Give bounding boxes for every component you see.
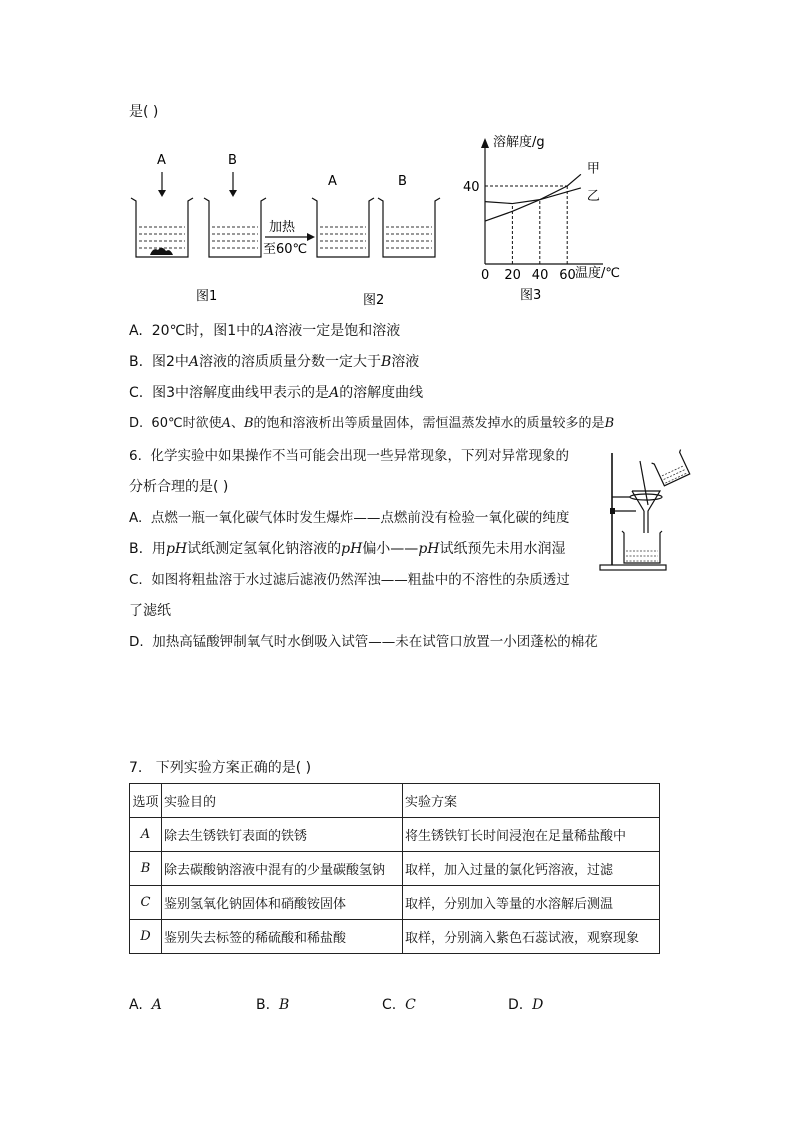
fig1-caption: 图1 bbox=[196, 289, 218, 304]
fig3-caption: 图3 bbox=[520, 288, 542, 303]
fig2-label-b: B bbox=[398, 174, 407, 189]
q6-stem-line1: 6. 化学实验中如果操作不当可能会出现一些异常现象，下列对异常现象的 bbox=[129, 448, 569, 464]
table-cell: D bbox=[130, 920, 162, 954]
table-cell: 取样，分别加入等量的水溶解后测温 bbox=[403, 886, 660, 920]
beaker-2-icon bbox=[204, 198, 266, 257]
table-row bbox=[130, 886, 660, 920]
x-tick-label: 40 bbox=[531, 268, 549, 283]
q6-option-c: C. 如图将粗盐溶于水过滤后滤液仍然浑浊——粗盐中的不溶性的杂质透过 bbox=[129, 572, 570, 588]
solid-precipitate-icon bbox=[150, 248, 173, 255]
table-cell: 取样，加入过量的氯化钙溶液，过滤 bbox=[403, 852, 660, 886]
table-header-cell: 选项 bbox=[130, 784, 162, 818]
table-cell: 将生锈铁钉长时间浸泡在足量稀盐酸中 bbox=[403, 818, 660, 852]
q6-option-d: D. 加热高锰酸钾制氧气时水倒吸入试管——未在试管口放置一小团蓬松的棉花 bbox=[129, 634, 598, 650]
table-cell: 取样，分别滴入紫色石蕊试液，观察现象 bbox=[403, 920, 660, 954]
table-row bbox=[130, 920, 660, 954]
q7-answer-a: A. A bbox=[129, 997, 162, 1013]
filtration-apparatus-icon bbox=[596, 447, 696, 577]
q5-stem-end: 是( ) bbox=[129, 104, 159, 120]
table-cell: 鉴别氢氧化钠固体和硝酸铵固体 bbox=[162, 886, 403, 920]
table-cell: 除去碳酸钠溶液中混有的少量碳酸氢钠 bbox=[162, 852, 403, 886]
beaker-figures bbox=[125, 145, 445, 315]
series-line-1 bbox=[485, 174, 581, 221]
table-header-row bbox=[130, 784, 660, 818]
y-axis-arrow-icon bbox=[481, 138, 489, 148]
q5-option-d: D. 60℃时欲使A、B的饱和溶液析出等质量固体，需恒温蒸发掉水的质量较多的是B bbox=[129, 416, 615, 431]
fig2-caption: 图2 bbox=[363, 293, 385, 308]
table-header-cell: 实验方案 bbox=[403, 784, 660, 818]
q5-option-a: A. 20℃时，图1中的A溶液一定是饱和溶液 bbox=[129, 323, 401, 339]
x-tick-label: 60 bbox=[559, 268, 576, 283]
series-label-1: 甲 bbox=[586, 161, 600, 177]
q7-answer-b: B. B bbox=[256, 997, 290, 1013]
fig2-label-a: A bbox=[328, 174, 337, 189]
q6-option-b: B. 用pH试纸测定氢氧化钠溶液的pH偏小——pH试纸预先未用水润湿 bbox=[129, 541, 566, 557]
table-header-cell: 实验目的 bbox=[162, 784, 403, 818]
q7-options-table bbox=[129, 783, 660, 954]
q7-stem: 7. 下列实验方案正确的是( ) bbox=[129, 760, 312, 776]
q7-answer-d: D. D bbox=[508, 997, 544, 1013]
fig1-label-a: A bbox=[157, 153, 166, 168]
table-cell: 鉴别失去标签的稀硫酸和稀盐酸 bbox=[162, 920, 403, 954]
fig1-label-b: B bbox=[228, 153, 237, 168]
table-cell: B bbox=[130, 852, 162, 886]
series-label-2: 乙 bbox=[586, 188, 600, 204]
series-line-2 bbox=[485, 188, 581, 204]
table-row bbox=[130, 852, 660, 886]
heat-label: 加热 bbox=[269, 220, 296, 235]
q6-stem-line2: 分析合理的是( ) bbox=[129, 479, 229, 495]
y-tick-label: 40 bbox=[463, 180, 480, 195]
q6-option-c-cont: 了滤纸 bbox=[129, 603, 171, 619]
beaker-3-icon bbox=[312, 198, 374, 257]
chart-ylabel: 溶解度/g bbox=[493, 135, 545, 150]
heat-temp-label: 至60℃ bbox=[263, 242, 308, 257]
x-tick-label: 0 bbox=[481, 268, 490, 283]
q5-option-c: C. 图3中溶解度曲线甲表示的是A的溶解度曲线 bbox=[129, 385, 424, 401]
q6-option-a: A. 点燃一瓶一氧化碳气体时发生爆炸——点燃前没有检验一氧化碳的纯度 bbox=[129, 510, 570, 526]
table-cell: A bbox=[130, 818, 162, 852]
x-tick-label: 20 bbox=[504, 268, 521, 283]
beaker-1-icon bbox=[131, 198, 193, 257]
table-cell: 除去生锈铁钉表面的铁锈 bbox=[162, 818, 403, 852]
q7-answer-c: C. C bbox=[382, 997, 416, 1013]
arrow-a-head-icon bbox=[158, 190, 166, 197]
chart-xlabel: 温度/℃ bbox=[575, 266, 620, 281]
table-row bbox=[130, 818, 660, 852]
arrow-b-head-icon bbox=[229, 190, 237, 197]
q5-option-b: B. 图2中A溶液的溶质质量分数一定大于B溶液 bbox=[129, 354, 420, 370]
solubility-chart bbox=[455, 128, 635, 308]
table-cell: C bbox=[130, 886, 162, 920]
beaker-4-icon bbox=[378, 198, 440, 257]
